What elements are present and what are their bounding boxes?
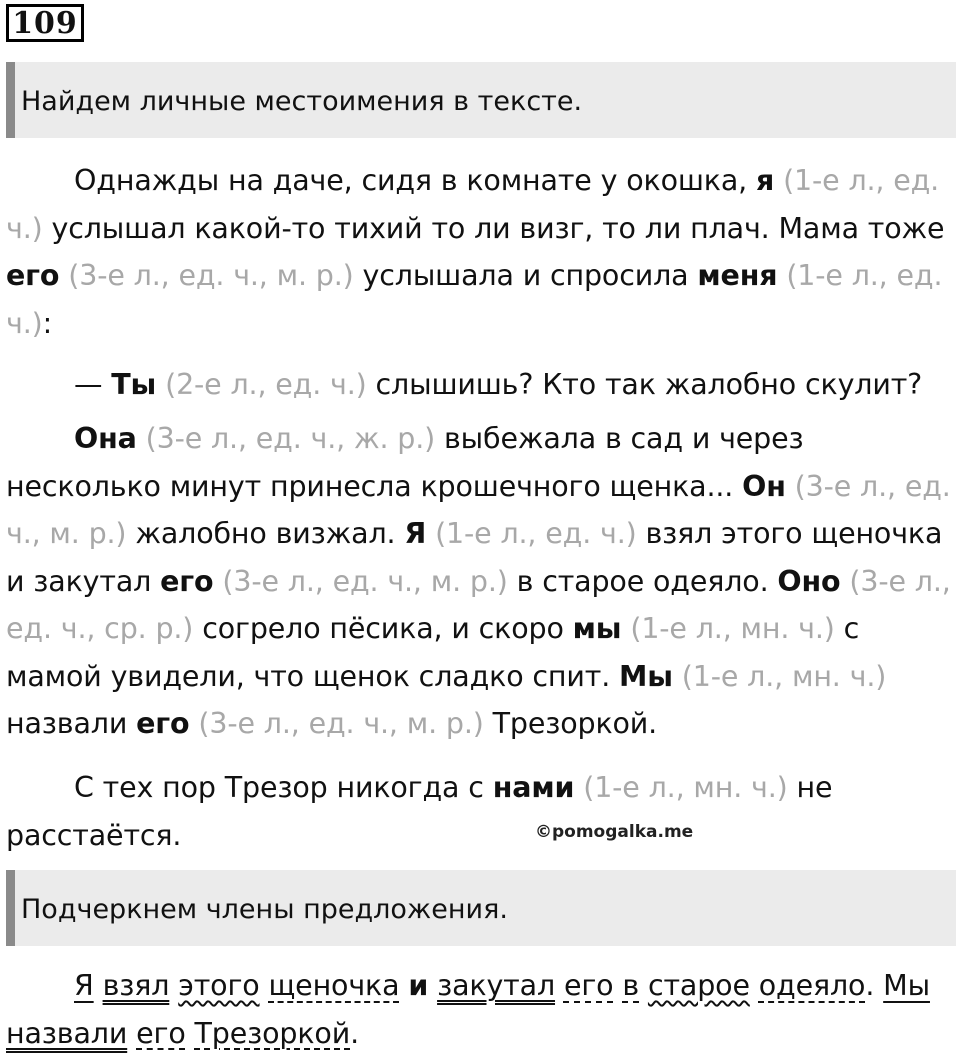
subject-word: Мы (883, 969, 930, 1002)
paragraph-4: С тех пор Трезор никогда с нами (1-е л., мн. ч.) не расстаётся. (6, 771, 833, 852)
pronoun: Ты (111, 368, 157, 401)
watermark: ©pomogalka.me (535, 822, 694, 842)
pronoun-note: (3-е л., ед. ч., м. р.) (59, 259, 354, 292)
pronoun-note: (1-е л., ед. ч.) (426, 517, 637, 550)
pronoun: его (160, 564, 214, 598)
pronoun-note: (3-е л., ед. ч., ср. р.) (6, 564, 951, 645)
pronoun-note: (3-е л., ед. ч., м. р.) (213, 564, 508, 598)
paragraph-2: — Ты (2-е л., ед. ч.) слышишь? Кто так жалобно скулит? (74, 368, 923, 401)
pronoun: меня (697, 259, 778, 292)
subject-word: Я (74, 969, 94, 1002)
pronoun-note: (1-е л., мн. ч.) (574, 771, 788, 804)
pronoun: Я (404, 517, 427, 550)
parsed-sentence: Я взял этого щеночка и закутал его в старое одеяло. Мы назвали его Трезоркой. (6, 969, 930, 1050)
predicate-word: назвали (6, 1016, 128, 1050)
pronoun-note: (2-е л., ед. ч.) (156, 368, 367, 401)
pronoun: его (6, 259, 60, 292)
section-heading-pronouns: Найдем личные местоимения в тексте. (6, 62, 956, 138)
pronoun-note: (3-е л., ед. ч., м. р.) (6, 469, 951, 550)
pronoun: Оно (777, 564, 841, 598)
object-word: одеяло (758, 969, 866, 1002)
paragraph-3: Она (3-е л., ед. ч., ж. р.) выбежала в сад и через несколько минут принесла крошечного щенка... Он (3-е л., ед. ч., м. р.) жалобно визжал. Я (1-е л., ед. ч.) взял этого щеночка и закутал его (3-е л., ед. ч., м. р.) в старое одеяло. Оно (3-е л., ед. ч., ср. р.) согрело пёсика, и скоро мы (1-е л., мн. ч.) с мамой увидели, что щенок сладко спит. Мы (1-е л., мн. ч.) назвали его (3-е л., ед. ч., м. р.) Трезоркой. (6, 422, 951, 740)
section-heading-members: Подчеркнем члены предложения. (6, 870, 956, 946)
pronoun: Она (74, 422, 137, 455)
pronoun-note: (1-е л., ед. ч.) (6, 259, 943, 340)
conjunction-word: и (408, 969, 429, 1002)
pronoun: Мы (619, 659, 673, 693)
pronoun-note: (1-е л., ед. ч.) (6, 164, 940, 245)
pronoun: Он (742, 469, 786, 503)
pronoun-note: (3-е л., ед. ч., м. р.) (189, 707, 484, 740)
pronoun: нами (492, 771, 575, 804)
predicate-word: закутал (437, 969, 556, 1002)
pronoun: я (756, 164, 775, 197)
object-word: щеночка (268, 969, 400, 1002)
pronoun-note: (3-е л., ед. ч., ж. р.) (136, 422, 436, 455)
object-word: его (136, 1016, 186, 1050)
pronoun: его (136, 707, 190, 740)
object-word: его (563, 969, 614, 1002)
object-word: в (622, 969, 640, 1002)
object-word: Трезоркой (194, 1016, 351, 1050)
paragraph-1: Однажды на даче, сидя в комнате у окошка, я (1-е л., ед. ч.) услышал какой-то тихий то ли визг, то ли плач. Мама тоже его (3-е л., ед. ч., м. р.) услышала и спросила меня (1-е л., ед. ч.): (6, 164, 945, 340)
task-number: 109 (6, 4, 84, 42)
pronoun-note: (1-е л., мн. ч.) (672, 659, 887, 693)
pronoun-note: (1-е л., мн. ч.) (621, 612, 835, 645)
pronoun: мы (572, 612, 622, 645)
definition-word: старое (647, 969, 750, 1002)
predicate-word: взял (102, 969, 170, 1002)
definition-word: этого (178, 969, 260, 1002)
